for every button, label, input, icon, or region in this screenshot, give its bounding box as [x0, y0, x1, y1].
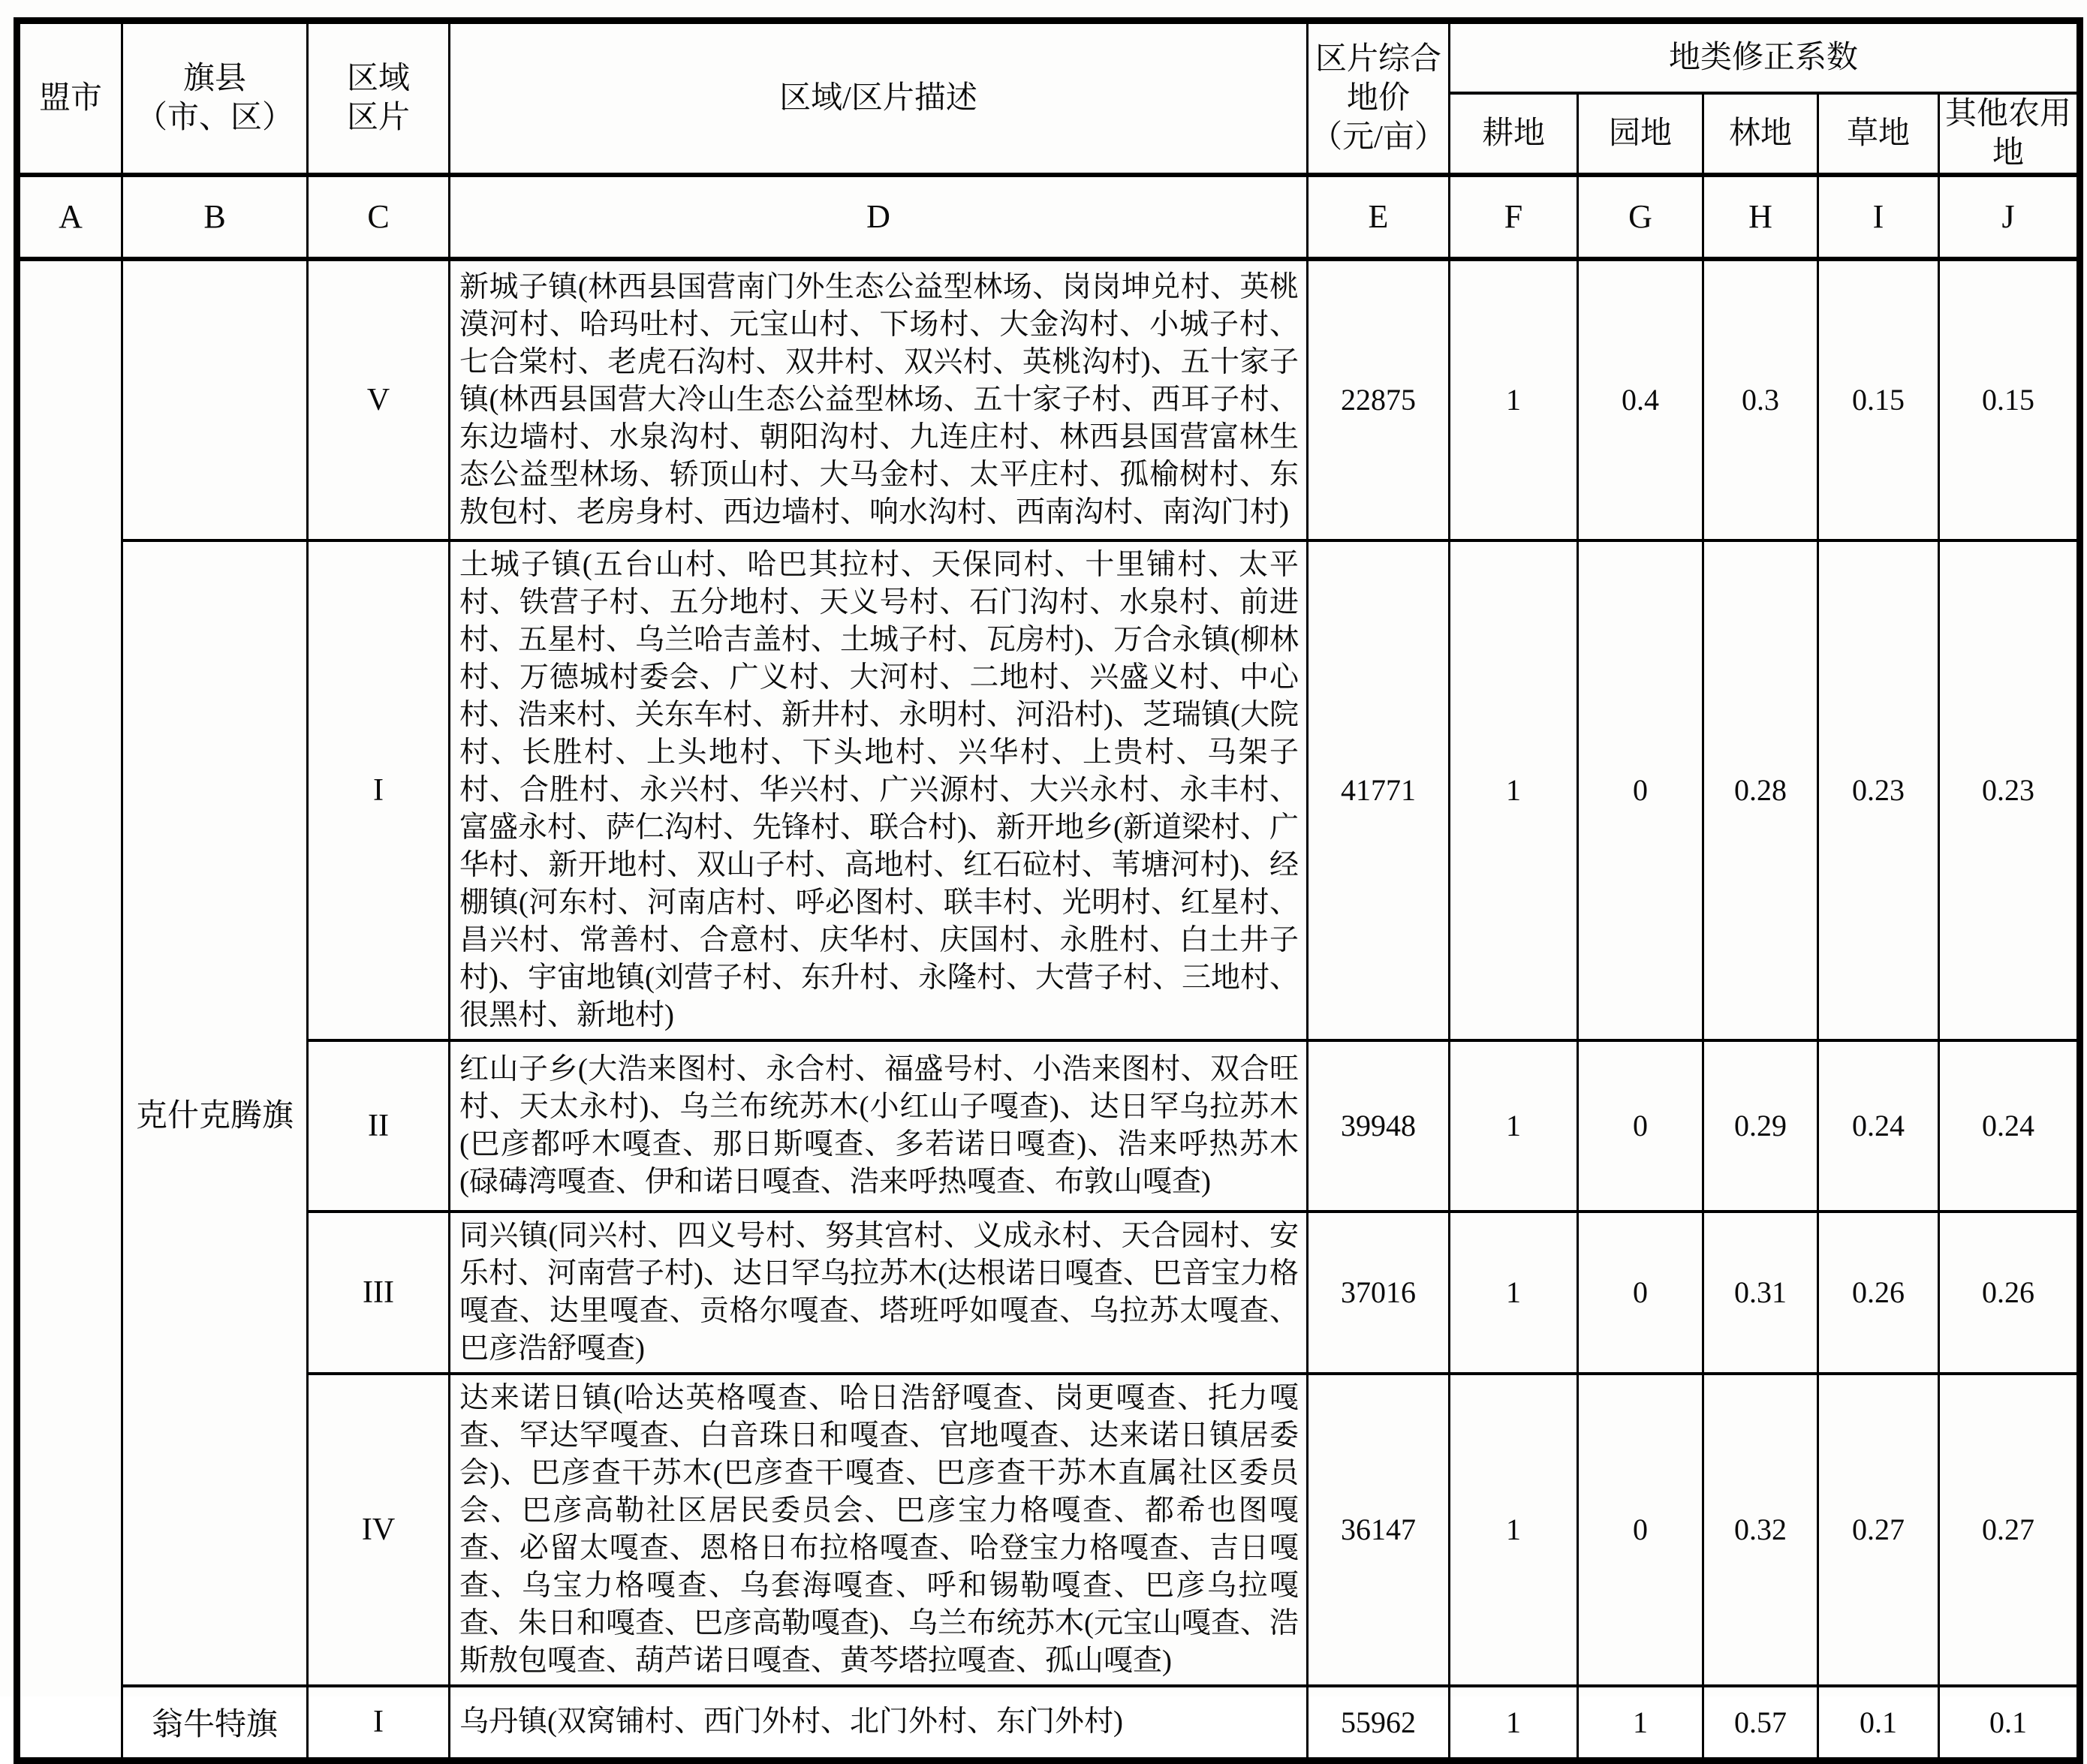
cell-coeff-orchard: 0.4: [1578, 259, 1703, 540]
header-coeff-other-label: 其他农用地: [1945, 96, 2072, 170]
cell-coeff-forest: 0.31: [1703, 1212, 1818, 1374]
cell-coeff-other: 0.24: [1939, 1040, 2080, 1212]
col-letter-h: H: [1703, 175, 1818, 259]
col-letter-d: D: [450, 175, 1308, 259]
cell-coeff-other: 0.26: [1939, 1212, 2080, 1374]
header-row: [17, 21, 2080, 93]
col-letter-c: C: [308, 175, 450, 259]
cell-zone: I: [308, 1686, 450, 1761]
cell-desc: 土城子镇(五台山村、哈巴其拉村、天保同村、十里铺村、太平村、铁营子村、五分地村、天义号村、石门沟村、水泉村、前进村、五星村、乌兰哈吉盖村、土城子村、瓦房村)、万合永镇(柳林村、万德城村委会、广义村、大河村、二地村、兴盛义村、中心村、浩来村、关东车村、新井村、永明村、河沿村)、芝瑞镇(大院村、长胜村、上头地村、下头地村、兴华村、上贵村、马架子村、合胜村、永兴村、华兴村、广兴源村、大兴永村、永丰村、富盛永村、萨仁沟村、先锋村、联合村)、新开地乡(新道梁村、广华村、新开地村、双山子村、高地村、红石砬村、苇塘河村)、经棚镇(河东村、河南店村、呼必图村、联丰村、光明村、红星村、昌兴村、常善村、合意村、庆华村、庆国村、永胜村、白土井子村)、宇宙地镇(刘营子村、东升村、永隆村、大营子村、三地村、很黑村、新地村): [450, 540, 1308, 1040]
cell-desc: 新城子镇(林西县国营南门外生态公益型林场、岗岗坤兑村、英桃漠河村、哈玛吐村、元宝山村、下场村、大金沟村、小城子村、七合棠村、老虎石沟村、双井村、双兴村、英桃沟村)、五十家子镇(林西县国营大冷山生态公益型林场、五十家子村、西耳子村、东边墙村、水泉沟村、朝阳沟村、九连庄村、林西县国营富林生态公益型林场、轿顶山村、大马金村、太平庄村、孤榆树村、东敖包村、老房身村、西边墙村、响水沟村、西南沟村、南沟门村): [450, 259, 1308, 540]
cell-coeff-grassland: 0.15: [1818, 259, 1939, 540]
table-row-zone-1: [17, 540, 2080, 1040]
cell-price: 37016: [1308, 1212, 1450, 1374]
cell-coeff-cultivated: 1: [1450, 1374, 1578, 1686]
header-coeff-cultivated: [1450, 93, 1578, 175]
cell-coeff-forest: 0.3: [1703, 259, 1818, 540]
col-letter-a: A: [17, 175, 122, 259]
cell-coeff-other: 0.1: [1939, 1686, 2080, 1761]
cell-coeff-cultivated: 1: [1450, 1686, 1578, 1761]
cell-coeff-cultivated: 1: [1450, 1040, 1578, 1212]
header-coeff-orchard-label: 园地: [1608, 116, 1672, 151]
cell-price: 39948: [1308, 1040, 1450, 1212]
cell-coeff-orchard: 1: [1578, 1686, 1703, 1761]
table-row-zone-4: [17, 1374, 2080, 1686]
col-letter-g: G: [1578, 175, 1703, 259]
header-price: [1308, 21, 1450, 175]
header-desc: [450, 21, 1308, 175]
cell-coeff-other: 0.15: [1939, 259, 2080, 540]
header-zone-line1: 区域: [346, 61, 410, 96]
header-coeff-cultivated-label: 耕地: [1481, 116, 1545, 151]
cell-zone: I: [308, 540, 450, 1040]
header-banner-line1: 旗县: [182, 61, 246, 96]
cell-coeff-grassland: 0.24: [1818, 1040, 1939, 1212]
header-league-label: 盟市: [38, 80, 102, 116]
header-coeff-grassland: [1818, 93, 1939, 175]
cell-coeff-cultivated: 1: [1450, 259, 1578, 540]
cell-coeff-orchard: 0: [1578, 1040, 1703, 1212]
cell-banner-wengniute: 翁牛特旗: [122, 1686, 308, 1761]
cell-coeff-orchard: 0: [1578, 540, 1703, 1040]
cell-coeff-other: 0.27: [1939, 1374, 2080, 1686]
table-row-zone-3: [17, 1212, 2080, 1374]
header-coeff-grassland-label: 草地: [1846, 116, 1910, 151]
cell-coeff-forest: 0.32: [1703, 1374, 1818, 1686]
cell-coeff-grassland: 0.27: [1818, 1374, 1939, 1686]
cell-coeff-grassland: 0.26: [1818, 1212, 1939, 1374]
cell-coeff-cultivated: 1: [1450, 540, 1578, 1040]
cell-desc: 红山子乡(大浩来图村、永合村、福盛号村、小浩来图村、双合旺村、天太永村)、乌兰布统苏木(小红山子嘎查)、达日罕乌拉苏木(巴彦都呼木嘎查、那日斯嘎查、多若诺日嘎查)、浩来呼热苏木(碌碡湾嘎查、伊和诺日嘎查、浩来呼热嘎查、布敦山嘎查): [450, 1040, 1308, 1212]
header-price-line1: 区片综合: [1315, 41, 1441, 77]
header-coeff-forest-label: 林地: [1728, 116, 1792, 151]
cell-coeff-grassland: 0.23: [1818, 540, 1939, 1040]
cell-zone: IV: [308, 1374, 450, 1686]
col-letter-e: E: [1308, 175, 1450, 259]
header-coeff-group: [1450, 21, 2080, 93]
header-price-line3: （元/亩）: [1311, 119, 1446, 155]
table-row-zone-v: [17, 259, 2080, 540]
cell-desc: 同兴镇(同兴村、四义号村、努其宫村、义成永村、天合园村、安乐村、河南营子村)、达日罕乌拉苏木(达根诺日嘎查、巴音宝力格嘎查、达里嘎查、贡格尔嘎查、塔班呼如嘎查、乌拉苏太嘎查、巴彦浩舒嘎查): [450, 1212, 1308, 1374]
cell-coeff-grassland: 0.1: [1818, 1686, 1939, 1761]
cell-league-empty: [17, 259, 122, 1761]
col-letter-b: B: [122, 175, 308, 259]
column-letter-row: [17, 175, 2080, 259]
cell-price: 22875: [1308, 259, 1450, 540]
header-coeff-forest: [1703, 93, 1818, 175]
cell-coeff-orchard: 0: [1578, 1212, 1703, 1374]
table-row-zone-2: [17, 1040, 2080, 1212]
cell-coeff-forest: 0.57: [1703, 1686, 1818, 1761]
cell-price: 41771: [1308, 540, 1450, 1040]
cell-coeff-cultivated: 1: [1450, 1212, 1578, 1374]
cell-coeff-orchard: 0: [1578, 1374, 1703, 1686]
header-coeff-group-label: 地类修正系数: [1669, 40, 1859, 75]
header-zone-line2: 区片: [346, 100, 410, 135]
cell-zone: II: [308, 1040, 450, 1212]
table-row-wengniute-1: [17, 1686, 2080, 1761]
cell-banner-keshiketeng: 克什克腾旗: [122, 540, 308, 1686]
header-coeff-orchard: [1578, 93, 1703, 175]
cell-banner-empty: [122, 259, 308, 540]
header-price-line2: 地价: [1346, 80, 1410, 116]
cell-price: 55962: [1308, 1686, 1450, 1761]
header-zone: [308, 21, 450, 175]
header-league: [17, 21, 122, 175]
cell-coeff-other: 0.23: [1939, 540, 2080, 1040]
cell-zone: III: [308, 1212, 450, 1374]
cell-coeff-forest: 0.28: [1703, 540, 1818, 1040]
header-desc-label: 区域/区片描述: [779, 80, 977, 116]
header-coeff-other: [1939, 93, 2080, 175]
col-letter-f: F: [1450, 175, 1578, 259]
col-letter-i: I: [1818, 175, 1939, 259]
cell-coeff-forest: 0.29: [1703, 1040, 1818, 1212]
col-letter-j: J: [1939, 175, 2080, 259]
land-price-table: [14, 17, 2083, 1764]
header-banner-line2: （市、区）: [135, 100, 294, 135]
cell-price: 36147: [1308, 1374, 1450, 1686]
cell-desc: 达来诺日镇(哈达英格嘎查、哈日浩舒嘎查、岗更嘎查、托力嘎查、罕达罕嘎查、白音珠日和嘎查、官地嘎查、达来诺日镇居委会)、巴彦查干苏木(巴彦查干嘎查、巴彦查干苏木直属社区委员会、巴彦高勒社区居民委员会、巴彦宝力格嘎查、都希也图嘎查、必留太嘎查、恩格日布拉格嘎查、哈登宝力格嘎查、吉日嘎查、乌宝力格嘎查、乌套海嘎查、呼和锡勒嘎查、巴彦乌拉嘎查、朱日和嘎查、巴彦高勒嘎查)、乌兰布统苏木(元宝山嘎查、浩斯敖包嘎查、葫芦诺日嘎查、黄芩塔拉嘎查、孤山嘎查): [450, 1374, 1308, 1686]
cell-desc: 乌丹镇(双窝铺村、西门外村、北门外村、东门外村): [450, 1686, 1308, 1761]
header-banner: [122, 21, 308, 175]
cell-zone: V: [308, 259, 450, 540]
